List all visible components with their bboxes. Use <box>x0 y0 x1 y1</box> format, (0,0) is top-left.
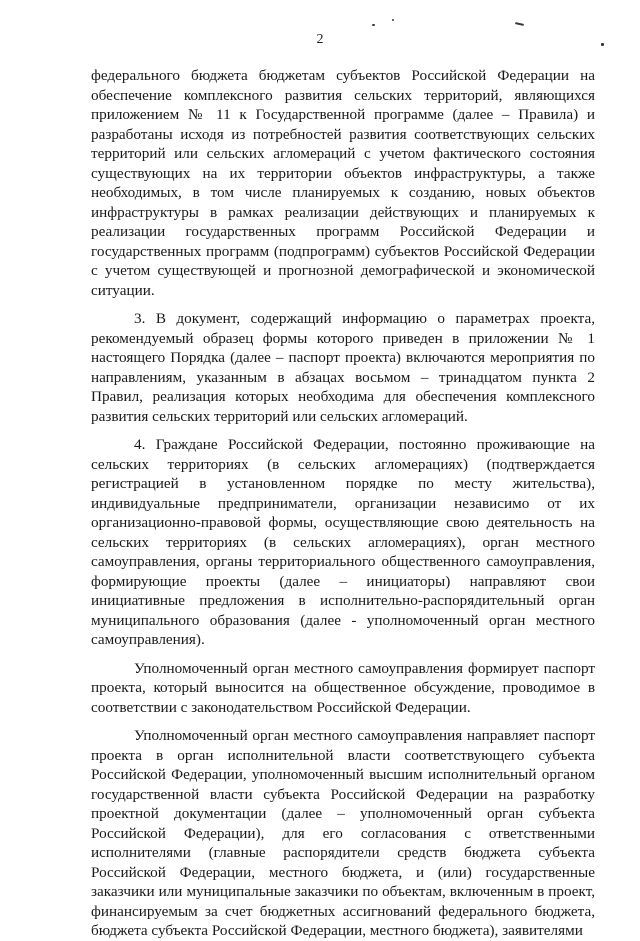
paragraph-continuation: федерального бюджета бюджетам субъектов Российской Федерации на обеспечение комплексного развития сельских территорий, являющихся приложением № 11 к Государственной программе (далее – Правила) и разработаны исходя из потребностей развития соответствующих сельских территорий или сельских агломераций с учетом фактического состояния существующих на их территории объектов инфраструктуры, а также необходимых, в том числе планируемых к созданию, новых объектов инфраструктуры в рамках реализации действующих и планируемых к реализации государственных программ Российской Федерации и государственных программ (подпрограмм) субъектов Российской Федерации с учетом существующей и прогнозной демографической и экономической ситуации. <box>91 67 595 299</box>
paragraph-passport-formation: Уполномоченный орган местного самоуправления формирует паспорт проекта, который выносится на общественное обсуждение, проводимое в соответствии с законодательством Российской Федерации. <box>91 659 595 716</box>
paragraph-item-3: 3. В документ, содержащий информацию о параметрах проекта, рекомендуемый образец формы которого приведен в приложении № 1 настоящего Порядка (далее – паспорт проекта) включаются мероприятия по направлениям, указанным в абзацах восьмом – тринадцатом пункта 2 Правил, реализация которых необходима для обеспечения комплексного развития сельских территорий или сельских агломераций. <box>91 310 595 425</box>
page-number: 2 <box>316 32 324 47</box>
paragraph-item-4: 4. Граждане Российской Федерации, постоянно проживающие на сельских территориях (в сельских агломерациях) (подтверждается регистрацией в установленном порядке по месту жительства), индивидуальные предприниматели, организации независимо от их организационно-правовой формы, осуществляющие свою деятельность на сельских территориях (в сельских агломерациях), орган местного самоуправления, органы территориального общественного самоуправления, формирующие проекты (далее – инициаторы) направляют свои инициативные предложения в исполнительно-распорядительный орган муниципального образования (далее - уполномоченный орган местного самоуправления). <box>91 436 595 648</box>
scan-speck <box>372 24 375 26</box>
paragraph-passport-submission: Уполномоченный орган местного самоуправления направляет паспорт проекта в орган исполнительной власти соответствующего субъекта Российской Федерации, уполномоченный высшим исполнительный органом государственной власти субъекта Российской Федерации на разработку проектной документации (далее – уполномоченный орган субъекта Российской Федерации), для его согласования с ответственными исполнителями (главные распорядители средств бюджета субъекта Российской Федерации, местного бюджета, и (или) государственные заказчики или муниципальные заказчики по объектам, включенным в проект, финансируемым за счет бюджетных ассигнований федерального бюджета, бюджета субъекта Российской Федерации, местного бюджета), заявителями <box>91 727 595 939</box>
document-body <box>91 66 595 941</box>
scan-speck <box>392 19 394 21</box>
scan-speck <box>515 22 524 26</box>
